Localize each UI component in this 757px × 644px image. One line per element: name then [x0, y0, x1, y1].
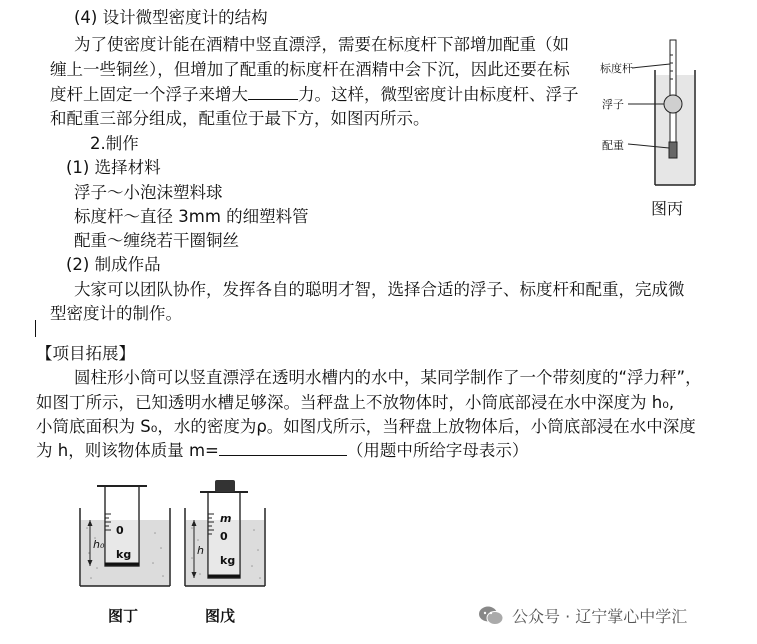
material-item: 标度杆～直径 3mm 的细塑料管: [74, 207, 309, 226]
text-cursor: [35, 320, 36, 337]
unit-label: kg: [220, 554, 236, 567]
watermark-text: 公众号 · 辽宁掌心中学汇: [512, 607, 688, 626]
text-fragment: 为 h，则该物体质量 m=: [36, 441, 219, 460]
depth-label: h: [197, 544, 204, 557]
zero-mark: 0: [116, 524, 124, 537]
paragraph-line: 缠上一些铜丝），但增加了配重的标度杆在酒精中会下沉，因此还要在标: [50, 60, 570, 79]
mass-mark: m: [220, 512, 232, 525]
answer-blank[interactable]: [248, 85, 298, 100]
figure-ding-caption: 图丁: [108, 607, 139, 625]
figure-wu-caption: 图戊: [205, 607, 236, 625]
paragraph-line: [50, 84, 579, 106]
label-rod: 标度杆: [600, 62, 633, 75]
figure-ding: [75, 478, 175, 590]
material-item: 配重～缠绕若干圈铜丝: [74, 231, 239, 250]
paragraph-line: 如图丁所示，已知透明水槽足够深。当秤盘上不放物体时，小筒底部浸在水中深度为 h₀,: [36, 393, 675, 412]
paragraph-line: 型密度计的制作。: [50, 304, 182, 323]
paragraph-line: 小筒底面积为 S₀，水的密度为ρ。如图戊所示，当秤盘上放物体后，小筒底部浸在水中深度: [36, 417, 696, 436]
watermark: [478, 604, 687, 627]
paragraph-line: 圆柱形小筒可以竖直漂浮在透明水槽内的水中，某同学制作了一个带刻度的“浮力秤”，: [74, 368, 702, 387]
extension-heading: 【项目拓展】: [36, 344, 135, 363]
paragraph-line: [36, 440, 528, 462]
paragraph-line: 大家可以团队协作，发挥各自的聪明才智，选择合适的浮子、标度杆和配重，完成微: [74, 280, 685, 299]
paragraph-line: 和配重三部分组成，配重位于最下方，如图丙所示。: [50, 109, 430, 128]
material-item: 浮子～小泡沫塑料球: [74, 183, 223, 202]
text-fragment: 力。这样，微型密度计由标度杆、浮子: [298, 85, 579, 104]
subheading: (2) 制成作品: [66, 255, 161, 274]
scale-diagram-ding: [75, 478, 175, 590]
text-fragment: （用题中所给字母表示）: [346, 441, 529, 460]
label-weight: 配重: [602, 139, 624, 152]
section-heading: 2.制作: [90, 134, 139, 153]
figure-bing-caption: 图丙: [651, 199, 684, 218]
figure-wu: [180, 478, 270, 590]
paragraph-line: 为了使密度计能在酒精中竖直漂浮，需要在标度杆下部增加配重（如: [74, 35, 569, 54]
zero-mark: 0: [220, 530, 228, 543]
subheading: (1) 选择材料: [66, 158, 161, 177]
section4-heading: (4) 设计微型密度计的结构: [74, 8, 268, 27]
answer-blank[interactable]: [219, 441, 347, 456]
label-float: 浮子: [602, 98, 624, 111]
unit-label: kg: [116, 548, 132, 561]
wechat-icon: [478, 605, 504, 627]
text-fragment: 度杆上固定一个浮子来增大: [50, 85, 248, 104]
depth-label: h₀: [93, 538, 105, 551]
